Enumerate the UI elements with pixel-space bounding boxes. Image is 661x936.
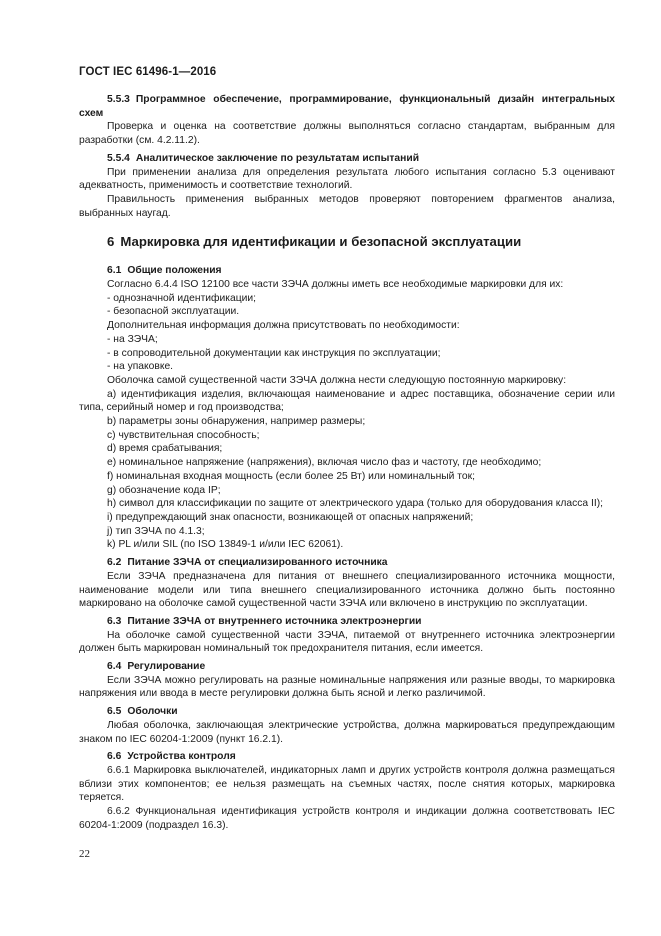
list-item-b: b) параметры зоны обнаружения, например размеры; [107,416,366,428]
heading-number: 6 [107,234,115,250]
heading-text: Общие положения [127,265,222,277]
list-item: - на ЗЭЧА; [107,333,158,345]
list-item-d: d) время срабатывания; [107,443,223,455]
list-item-f: f) номинальная входная мощность (если более 25 Вт) или номинальный ток; [107,470,475,482]
list-item: - на упаковке. [107,361,174,373]
para-6-2: Если ЗЭЧА предназначена для питания от внешнего специализированного источника мощности, наименование модели или типа внешнего специализированного источника должно быть постоянно маркировано на оболочке самой существенной части ЗЭЧА или включено в инструкцию по эксплуатации. [79,570,615,610]
heading-text: Устройства контроля [127,751,236,763]
list-item: - однозначной идентификации; [107,292,256,304]
heading-text: Питание ЗЭЧА от специализированного источника [127,557,388,569]
heading-number: 6.1 [107,265,122,277]
para-6-1-permanent: Оболочка самой существенной части ЗЭЧА должна нести следующую постоянную маркировку: [107,374,567,386]
para-5-5-4-b: Правильность применения выбранных методов проверяют повторением фрагментов анализа, выбранных наугад. [79,193,615,219]
heading-5-5-4 [79,152,615,166]
list-item-i: i) предупреждающий знак опасности, возникающей от опасных напряжений; [107,511,474,523]
para-6-4: Если ЗЭЧА можно регулировать на разные номинальные напряжения или разные вводы, то маркировка напряжения или ввода в месте регулировки должна быть ясной и легко различимой. [79,674,615,700]
heading-text: Регулирование [127,661,206,673]
para-6-5: Любая оболочка, заключающая электрические устройства, должна маркироваться предупреждающим знаком по IEC 60204-1:2009 (пункт 16.2.1). [79,719,615,745]
heading-text: Маркировка для идентификации и безопасной эксплуатации [120,234,522,250]
heading-number: 6.4 [107,661,122,673]
heading-text: Аналитическое заключение по результатам испытаний [135,152,420,164]
para-5-5-4-a: При применении анализа для определения результата любого испытания согласно 5.3 оценивают адекватность, применимость и соответствие технологий. [79,166,615,192]
heading-number: 6.5 [107,706,122,718]
heading-number: 6.3 [107,615,122,627]
heading-5-5-3 [79,93,615,120]
para-6-1-intro: Согласно 6.4.4 ISO 12100 все части ЗЭЧА должны иметь все необходимые маркировки для их: [107,279,564,291]
heading-6-6 [79,750,615,764]
list-item-c: c) чувствительная способность; [107,429,260,441]
heading-number: 6.6 [107,751,122,763]
heading-6-2 [79,556,615,570]
heading-6-4 [79,660,615,674]
heading-6-5 [79,705,615,719]
list-item-k: k) PL и/или SIL (по ISO 13849-1 и/или IEC 62061). [107,539,344,551]
para-6-6-2: 6.6.2 Функциональная идентификация устройств контроля и индикации должна соответствовать IEC 60204-1:2009 (подраздел 16.3). [79,806,615,831]
list-item-e: e) номинальное напряжение (напряжения), включая число фаз и частоту, где необходимо; [107,457,542,469]
section-6-title [79,234,615,250]
list-item-h: h) символ для классификации по защите от электрического удара (только для оборудования класса II); [107,498,604,510]
para-5-5-3: Проверка и оценка на соответствие должны выполняться согласно стандартам, выбранным для разработки (см. 4.2.11.2). [79,121,615,147]
list-item-a: a) идентификация изделия, включающая наименование и адрес поставщика, обозначение серии или типа, серийный номер и год производства; [79,388,615,414]
para-6-3: На оболочке самой существенной части ЗЭЧА, питаемой от внутреннего источника электроэнергии должен быть маркирован номинальный ток предохранителя питания, если имеется. [79,629,615,655]
heading-number: 5.5.4 [107,152,130,164]
list-item: - безопасной эксплуатации. [107,306,240,318]
heading-text: Программное обеспечение, программирование, функциональный дизайн интегральных схем [79,94,615,119]
list-item-g: g) обозначение кода IP; [107,484,221,496]
para-6-6-1: 6.6.1 Маркировка выключателей, индикаторных ламп и других устройств контроля должна размещаться вблизи этих компонентов; ее нельзя размещать на съемных частях, после снятия которых, маркировка теряется. [79,764,615,804]
heading-text: Оболочки [127,706,178,718]
list-item: - в сопроводительной документации как инструкция по эксплуатации; [107,347,441,359]
heading-number: 6.2 [107,557,122,569]
list-item-j: j) тип ЗЭЧА по 4.1.3; [107,525,205,537]
document-header: ГОСТ IEC 61496-1—2016 [79,66,217,78]
heading-text: Питание ЗЭЧА от внутреннего источника электроэнергии [127,615,422,627]
heading-6-1 [79,264,615,278]
para-6-1-extra: Дополнительная информация должна присутствовать по необходимости: [107,320,460,332]
heading-6-3 [79,615,615,629]
heading-number: 5.5.3 [107,94,130,105]
document-body [79,93,615,832]
page-number: 22 [79,848,90,860]
